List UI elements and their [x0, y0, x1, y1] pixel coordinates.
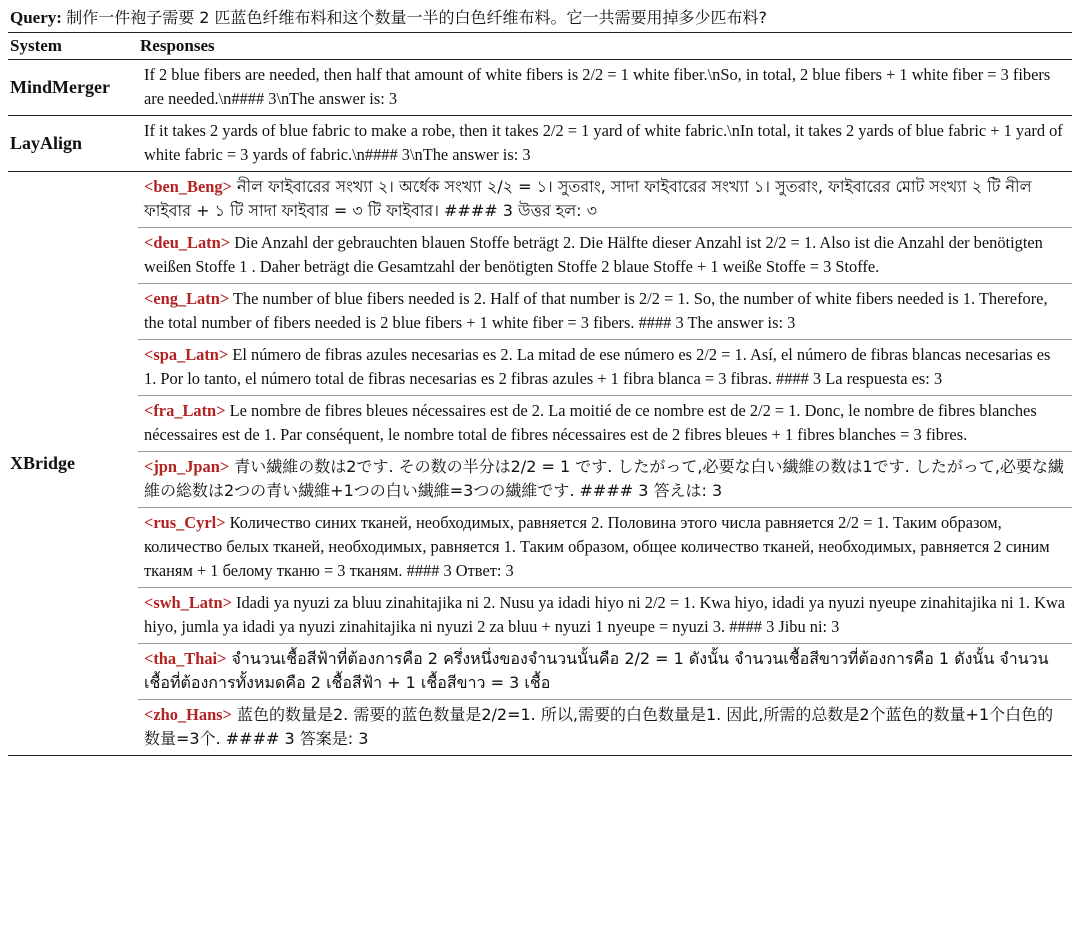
- response-text: Die Anzahl der gebrauchten blauen Stoffe beträgt 2. Die Hälfte dieser Anzahl ist 2/2 = 1. Also ist die Anzahl der benötigten weißen Stoffe 1 . Daher beträgt die Gesamtzahl der benötigten Stoffe 2 blaue Stoffe + 1 weiße Stoffe = 3 Stoffe.: [144, 233, 1043, 276]
- xbridge-response-swh: [138, 588, 1072, 644]
- response-text: If 2 blue fibers are needed, then half that amount of white fibers is 2/2 = 1 white fiber.\nSo, in total, 2 blue fibers + 1 white fiber = 3 fibers are needed.\n#### 3\nThe answer is: 3: [138, 60, 1072, 116]
- language-tag: <eng_Latn>: [144, 289, 230, 308]
- xbridge-response-fra: [138, 396, 1072, 452]
- xbridge-response-spa: [138, 340, 1072, 396]
- language-tag: <zho_Hans>: [144, 705, 232, 724]
- response-text: The number of blue fibers needed is 2. Half of that number is 2/2 = 1. So, the number of white fibers needed is 1. Therefore, the total number of fibers needed is 2 blue fibers + 1 white fiber = 3 fibers. #### 3 The answer is: 3: [144, 289, 1048, 332]
- response-text: If it takes 2 yards of blue fabric to make a robe, then it takes 2/2 = 1 yard of white fabric.\nIn total, it takes 2 yards of blue fabric + 1 yard of white fabric = 3 yards of fabric.\n#### 3\nThe answer is: 3: [138, 116, 1072, 172]
- header-responses: Responses: [138, 33, 1072, 60]
- response-text: Количество синих тканей, необходимых, равняется 2. Половина этого числа равняется 2/2 = 1. Таким образом, количество белых тканей, необходимых, равняется 1. Таким образом, общее количество тканей, необходимых, равняется 2 синим тканям + 1 белому тканю = 3 тканям. #### 3 Ответ: 3: [144, 513, 1050, 580]
- system-name: LayAlign: [8, 116, 138, 172]
- response-text: নীল ফাইবারের সংখ্যা ২। অর্ধেক সংখ্যা ২/২ = ১। সুতরাং, সাদা ফাইবারের সংখ্যা ১। সুতরাং, ফাইবারের মোট সংখ্যা ২ টি নীল ফাইবার + ১ টি সাদা ফাইবার = ৩ টি ফাইবার। #### 3 উত্তর হল: ৩: [144, 177, 1032, 220]
- system-name: MindMerger: [8, 60, 138, 116]
- response-text: จำนวนเชื้อสีฟ้าที่ต้องการคือ 2 ครึ่งหนึ่งของจำนวนนั้นคือ 2/2 = 1 ดังนั้น จำนวนเชื้อสีขาวที่ต้องการคือ 1 ดังนั้น จำนวนเชื้อที่ต้องการทั้งหมดคือ 2 เชื้อสีฟ้า + 1 เชื้อสีขาว = 3 เชื้อ: [144, 649, 1049, 692]
- language-tag: <rus_Cyrl>: [144, 513, 226, 532]
- response-text: 蓝色的数量是2. 需要的蓝色数量是2/2=1. 所以,需要的白色数量是1. 因此,所需的总数是2个蓝色的数量+1个白色的数量=3个. #### 3 答案是: 3: [144, 705, 1054, 748]
- xbridge-response-deu: [138, 228, 1072, 284]
- query-line: [8, 6, 1072, 33]
- response-text: Idadi ya nyuzi za bluu zinahitajika ni 2. Nusu ya idadi hiyo ni 2/2 = 1. Kwa hiyo, idadi ya nyuzi nyeupe zinahitajika ni 1. Kwa hiyo, jumla ya idadi ya nyuzi zinahitajika ni nyuzi 2 za bluu + nyuzi 1 nyeupe = nyuzi 3. #### 3 Jibu ni: 3: [144, 593, 1066, 636]
- xbridge-response-jpn: [138, 452, 1072, 508]
- responses-table: [8, 33, 1072, 756]
- header-system: System: [8, 33, 138, 60]
- xbridge-response-ben: [138, 172, 1072, 228]
- xbridge-response-zho: [138, 700, 1072, 755]
- response-text: 青い繊維の数は2です. その数の半分は2/2 = 1 です. したがって,必要な白い繊維の数は1です. したがって,必要な繊維の総数は2つの青い繊維+1つの白い繊維=3つの繊維です. #### 3 答えは: 3: [144, 457, 1064, 500]
- table-row-xbridge: [8, 172, 1072, 756]
- results-table-figure: [8, 0, 1072, 756]
- language-tag: <tha_Thai>: [144, 649, 227, 668]
- language-tag: <swh_Latn>: [144, 593, 232, 612]
- language-tag: <spa_Latn>: [144, 345, 229, 364]
- response-text: El número de fibras azules necesarias es 2. La mitad de ese número es 2/2 = 1. Así, el número de fibras blancas necesarias es 1. Por lo tanto, el número total de fibras necesarias es 2 fibras azules + 1 fibra blanca = 3 fibras. #### 3 La respuesta es: 3: [144, 345, 1051, 388]
- system-name: XBridge: [8, 172, 138, 756]
- table-header-row: [8, 33, 1072, 60]
- table-row-mindmerger: [8, 60, 1072, 116]
- table-row-layalign: [8, 116, 1072, 172]
- query-text: 制作一件袍子需要 2 匹蓝色纤维布料和这个数量一半的白色纤维布料。它一共需要用掉多少匹布料?: [66, 8, 768, 27]
- language-tag: <ben_Beng>: [144, 177, 232, 196]
- xbridge-response-tha: [138, 644, 1072, 700]
- xbridge-response-rus: [138, 508, 1072, 588]
- language-tag: <fra_Latn>: [144, 401, 226, 420]
- response-text: Le nombre de fibres bleues nécessaires est de 2. La moitié de ce nombre est de 2/2 = 1. Donc, le nombre de fibres blanches nécessaires est de 1. Par conséquent, le nombre total de fibres nécessaires est de 2 fibres bleues + 1 fibres blanches = 3 fibres.: [144, 401, 1037, 444]
- query-label: Query:: [10, 8, 62, 27]
- language-tag: <jpn_Jpan>: [144, 457, 230, 476]
- language-tag: <deu_Latn>: [144, 233, 231, 252]
- xbridge-responses: [138, 172, 1072, 756]
- xbridge-response-eng: [138, 284, 1072, 340]
